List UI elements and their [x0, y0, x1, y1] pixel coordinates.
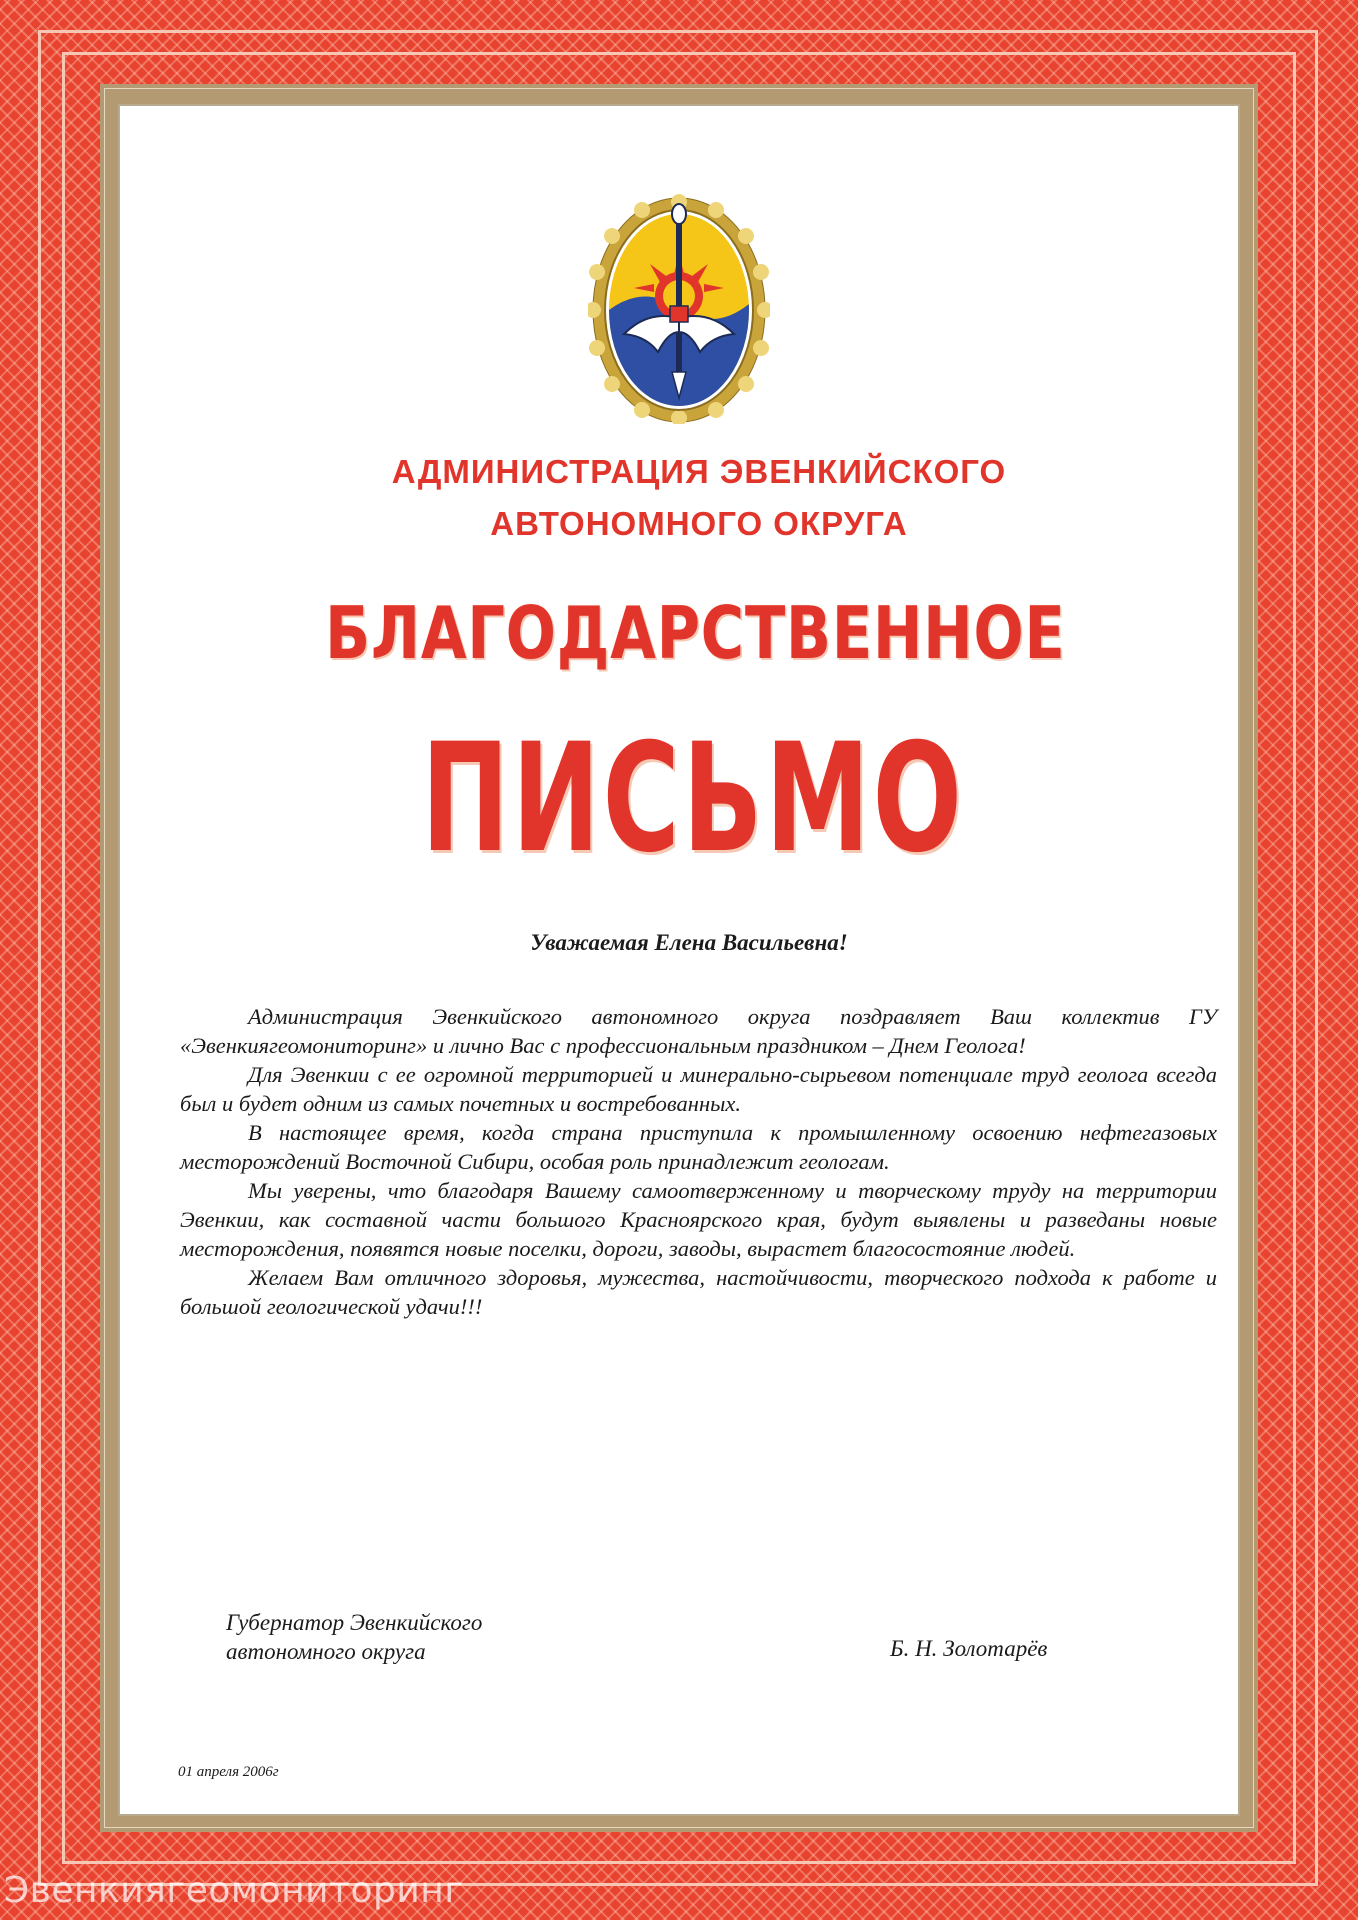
signatory-title-line1: Губернатор Эвенкийского — [226, 1610, 483, 1635]
letter-paragraph: Мы уверены, что благодаря Вашему самоотверженному и творческому труду на территории Эвенкии, как составной части большого Красноярского края, будут выявлены и разведаны новые месторождения, появятся новые поселки, дороги, заводы, вырастет благосостояние людей. — [180, 1178, 1217, 1261]
letter-paragraph: Желаем Вам отличного здоровья, мужества, настойчивости, творческого подхода к работе и большой геологической удачи!!! — [180, 1265, 1217, 1319]
document-title-line2: ПИСЬМО — [421, 712, 965, 886]
watermark: Эвенкиягеомониторинг — [4, 1870, 464, 1911]
document-title-line1: БЛАГОДАРСТВЕННОЕ — [325, 591, 1066, 675]
letter-paragraph: Для Эвенкии с ее огромной территорией и минерально-сырьевом потенциале труд геолога всегда был и будет одним из самых почетных и востребованных. — [180, 1062, 1217, 1116]
signatory-title-line2: автономного округа — [226, 1639, 426, 1664]
letter-date: 01 апреля 2006г — [178, 1764, 279, 1780]
salutation: Уважаемая Елена Васильевна! — [530, 930, 848, 955]
signatory-title — [226, 1608, 646, 1666]
issuer-heading — [118, 446, 1240, 550]
issuer-heading-line1: АДМИНИСТРАЦИЯ ЭВЕНКИЙСКОГО — [391, 453, 1007, 490]
signatory-name: Б. Н. Золотарёв — [890, 1636, 1048, 1661]
letter-paragraph: В настоящее время, когда страна приступила к промышленному освоению нефтегазовых месторождений Восточной Сибири, особая роль принадлежит геологам. — [180, 1120, 1217, 1174]
letter-body — [180, 1002, 1217, 1321]
issuer-heading-line2: АВТОНОМНОГО ОКРУГА — [490, 505, 908, 542]
evenkia-coat-of-arms-icon — [588, 192, 770, 424]
letter-paragraph: Администрация Эвенкийского автономного округа поздравляет Ваш коллектив ГУ «Эвенкиягеомониторинг» и лично Вас с профессиональным праздником – Днем Геолога! — [180, 1004, 1217, 1058]
